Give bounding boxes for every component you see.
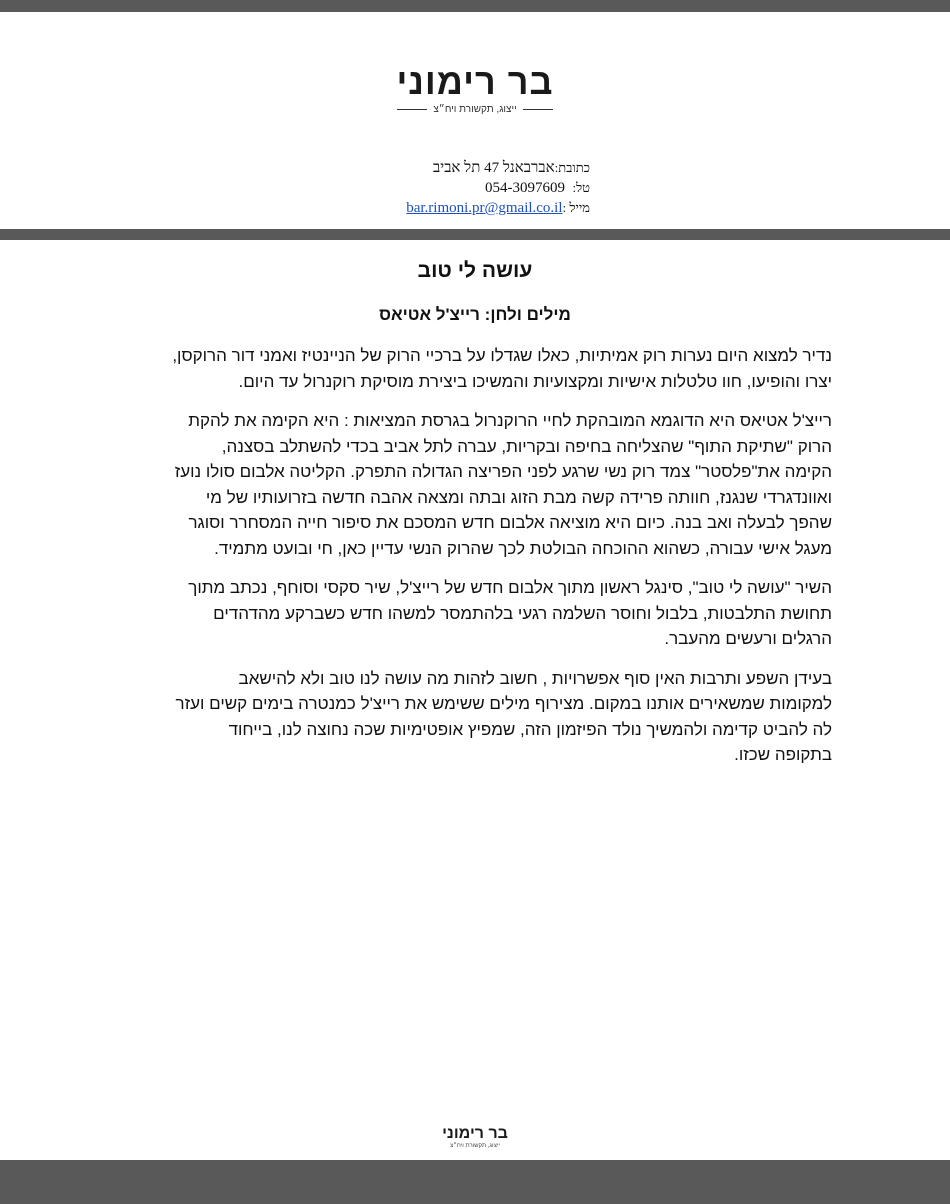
address-label: כתובת:: [554, 160, 590, 175]
bottom-border-bar: [0, 1160, 950, 1204]
paragraph-line: בעידן השפע ותרבות האין סוף אפשרויות , חשוב לזהות מה עושה לנו טוב ולא להישאב: [238, 668, 832, 688]
email-label: מייל :: [562, 200, 590, 215]
paragraph-line: הרגלים ורעשים מהעבר.: [664, 629, 832, 648]
logo-rule-right: [523, 109, 553, 110]
paragraph-line: הקימה את"פלסטר" צמד רוק נשי שרגע לפני הפריצה הגדולה התפרק. הקליטה אלבום סולו נועז: [174, 462, 832, 481]
top-border-bar: [0, 0, 950, 12]
article-subtitle: מילים ולחן: רייצ'ל אטיאס: [379, 305, 571, 324]
paragraph-1: [110, 343, 832, 394]
paragraph-line: שהפך לבעלה ואב בנה. כיום היא מוציאה אלבום חדש המסכם את סיפור חייה המסחרר וסוגר: [188, 513, 832, 532]
paragraph-line: לה להביט קדימה ולהמשיך נולד הפיזמון הזה, שמפיץ אופטימיות שכה נחוצה לנו, בייחוד: [228, 719, 832, 739]
header-logo: [0, 62, 950, 115]
paragraph-line: הרוק "שתיקת התוף" שהצליחה בחיפה ובקריות, עברה לתל אביב בכדי להשתלב בסצנה,: [221, 436, 832, 456]
paragraph-4: [110, 666, 832, 768]
paragraph-3: [110, 575, 832, 652]
address-row: [300, 158, 590, 178]
paragraph-line: תחושת התלבטות, בלבול וחוסר השלמה רגעי בלהתמסר למשהו חדש כשברקע מהדהדים: [213, 603, 832, 623]
contact-block: [300, 158, 590, 218]
paragraph-line: השיר "עושה לי טוב", סינגל ראשון מתוך אלבום חדש של רייצ'ל, שיר סקסי וסוחף, נכתב מתוך: [188, 578, 832, 597]
article-body: [110, 343, 832, 782]
logo-tagline: ייצוג, תקשורת ויח״צ: [433, 104, 517, 115]
paragraph-line: ואוונדגרדי שנגנז, חוותה פרידה קשה מבת הזוג ובתה ומצאה אהבה חדשה בזרועותיו של מי: [205, 487, 832, 507]
email-link[interactable]: bar.rimoni.pr@gmail.co.il: [406, 200, 563, 216]
logo-rule-left: [397, 109, 427, 110]
paragraph-line: רייצ'ל אטיאס היא הדוגמא המובהקת לחיי הרוקנרול בגרסת המציאות : היא הקימה את להקת: [188, 411, 832, 430]
footer-logo-name: בר רימוני: [442, 1125, 508, 1142]
address-value: אברבאנל 47 תל אביב: [433, 160, 555, 176]
phone-label: טל:: [572, 180, 590, 195]
header-divider-bar: [0, 229, 950, 240]
article-title: עושה לי טוב: [417, 259, 533, 282]
paragraph-2: [110, 408, 832, 561]
paragraph-line: בתקופה שכזו.: [734, 745, 832, 764]
email-row: [300, 198, 590, 218]
paragraph-line: נדיר למצוא היום נערות רוק אמיתיות, כאלו שגדלו על ברכיי הרוק של הניינטיז ואמני דור הרוקסן,: [172, 346, 832, 365]
footer-logo-tagline: ייצוג, תקשורת ויח״צ: [450, 1143, 500, 1149]
logo-tagline-row: [0, 104, 950, 115]
paragraph-line: למקומות שמשאירים אותנו במקום. מצירוף מילים ששימש את רייצ'ל כמנטרה בימים קשים ועזר: [175, 694, 832, 713]
logo-name: בר רימוני: [396, 61, 554, 102]
phone-value: 054-3097609: [484, 180, 565, 196]
paragraph-line: מעגל אישי עבורה, כשהוא ההוכחה הבולטת לכך שהרוק הנשי עדיין כאן, חי ובועט מתמיד.: [214, 538, 832, 558]
phone-row: [300, 178, 590, 198]
footer-logo: [0, 1125, 950, 1150]
paragraph-line: יצרו והופיעו, חוו טלטלות אישיות ומקצועיות והמשיכו ביצירת מוסיקת רוקנרול עד היום.: [238, 371, 832, 391]
